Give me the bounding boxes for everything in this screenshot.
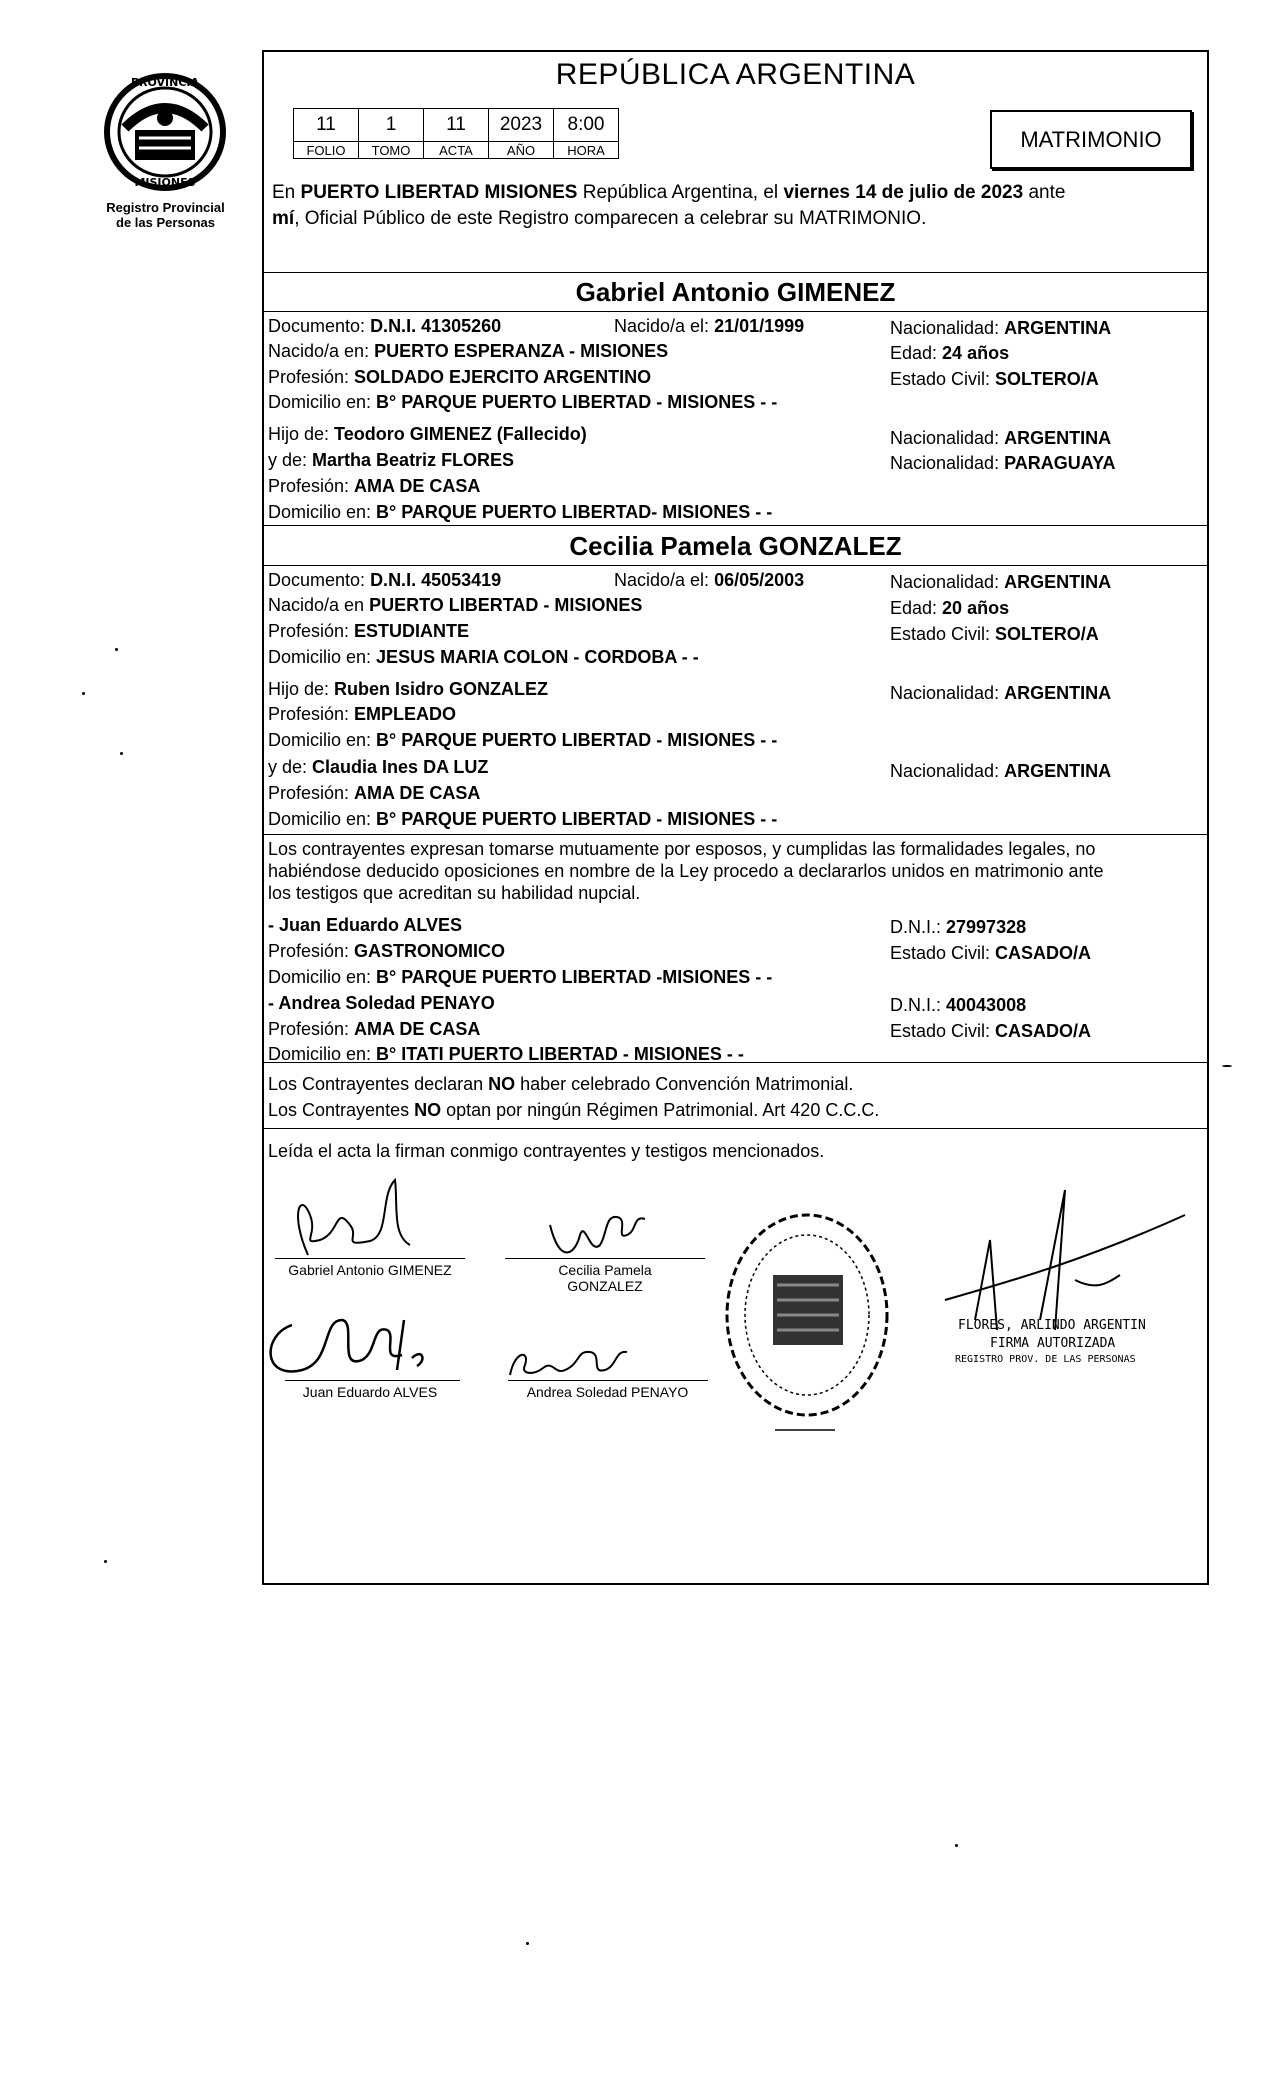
signature-juan xyxy=(262,1300,452,1385)
spouse1-document: Documento: D.N.I. 41305260 xyxy=(268,316,502,336)
spouse1-mother-nationality: Nacionalidad: PARAGUAYA xyxy=(890,453,1116,473)
divider xyxy=(263,272,1208,273)
spouse2-father: Hijo de: Ruben Isidro GONZALEZ xyxy=(268,679,549,699)
hora-label: HORA xyxy=(554,142,619,159)
signature-name-juan: Juan Eduardo ALVES xyxy=(302,1384,438,1400)
scan-speck xyxy=(1222,1065,1232,1067)
divider xyxy=(263,311,1208,312)
spouse1-nationality: Nacionalidad: ARGENTINA xyxy=(890,318,1112,338)
official-stamp-name: FLORES, ARLINDO ARGENTIN xyxy=(958,1318,1146,1333)
spouse2-name: Cecilia Pamela GONZALEZ xyxy=(569,531,902,561)
scan-speck xyxy=(955,1844,958,1847)
spouse2-birthdate: Nacido/a el: 06/05/2003 xyxy=(614,570,805,590)
official-stamp-registry: REGISTRO PROV. DE LAS PERSONAS xyxy=(955,1354,1136,1365)
witness2-profession: Profesión: AMA DE CASA xyxy=(268,1019,481,1039)
misiones-seal-logo xyxy=(95,68,235,198)
spouse2-age: Edad: 20 años xyxy=(890,598,1010,618)
divider xyxy=(263,1128,1208,1129)
witness1-name: - Juan Eduardo ALVES xyxy=(268,915,463,935)
signature-line xyxy=(275,1258,465,1259)
spouse1-father-nationality: Nacionalidad: ARGENTINA xyxy=(890,428,1112,448)
spouse2-profession: Profesión: ESTUDIANTE xyxy=(268,621,470,641)
declaration-paragraph: Los contrayentes expresan tomarse mutuamente por esposos, y cumplidas las formalidades legales, no habiéndose deducido oposiciones en nombre de la Ley procedo a declararlos unidos en matrimonio ante los testigos que acreditan su habilidad nupcial. xyxy=(268,839,1104,903)
spouse1-mother-address: Domicilio en: B° PARQUE PUERTO LIBERTAD- MISIONES - - xyxy=(268,502,773,522)
acta-label: ACTA xyxy=(424,142,489,159)
spouse2-address: Domicilio en: JESUS MARIA COLON - CORDOBA - - xyxy=(268,647,699,667)
act-type-box: MATRIMONIO xyxy=(990,110,1192,169)
signature-gabriel xyxy=(280,1175,440,1265)
witness1-civil-status: Estado Civil: CASADO/A xyxy=(890,943,1092,963)
signature-name-gabriel: Gabriel Antonio GIMENEZ xyxy=(288,1262,452,1278)
svg-text:PROVINCIA: PROVINCIA xyxy=(130,76,200,89)
scan-speck xyxy=(82,692,85,695)
scan-speck xyxy=(104,1560,107,1563)
divider xyxy=(263,525,1208,526)
official-stamp-authorized: FIRMA AUTORIZADA xyxy=(990,1336,1116,1351)
divider xyxy=(263,834,1208,835)
hora-value: 8:00 xyxy=(554,109,619,142)
official-round-stamp xyxy=(715,1205,900,1445)
record-table xyxy=(293,108,619,159)
spouse1-mother: y de: Martha Beatriz FLORES xyxy=(268,450,515,470)
spouse1-name: Gabriel Antonio GIMENEZ xyxy=(575,277,896,307)
spouse2-mother-nationality: Nacionalidad: ARGENTINA xyxy=(890,761,1112,781)
witness1-address: Domicilio en: B° PARQUE PUERTO LIBERTAD -MISIONES - - xyxy=(268,967,773,987)
spouse1-birthdate: Nacido/a el: 21/01/1999 xyxy=(614,316,805,336)
folio-value: 11 xyxy=(294,109,359,142)
witness1-profession: Profesión: GASTRONOMICO xyxy=(268,941,506,961)
closing-statement: Leída el acta la firman conmigo contrayentes y testigos mencionados. xyxy=(268,1141,825,1161)
spouse2-nationality: Nacionalidad: ARGENTINA xyxy=(890,572,1112,592)
patrimonial-regime-statement: Los Contrayentes NO optan por ningún Régimen Patrimonial. Art 420 C.C.C. xyxy=(268,1100,880,1120)
spouse1-father: Hijo de: Teodoro GIMENEZ (Fallecido) xyxy=(268,424,587,444)
scan-speck xyxy=(120,752,123,755)
intro-line-1: En PUERTO LIBERTAD MISIONES República Argentina, el viernes 14 de julio de 2023 ante xyxy=(272,182,1066,203)
spouse2-father-profession: Profesión: EMPLEADO xyxy=(268,704,457,724)
divider xyxy=(263,565,1208,566)
witness2-civil-status: Estado Civil: CASADO/A xyxy=(890,1021,1092,1041)
convention-statement: Los Contrayentes declaran NO haber celebrado Convención Matrimonial. xyxy=(268,1074,854,1094)
spouse1-mother-profession: Profesión: AMA DE CASA xyxy=(268,476,481,496)
spouse1-address: Domicilio en: B° PARQUE PUERTO LIBERTAD - MISIONES - - xyxy=(268,392,778,412)
spouse2-birthplace: Nacido/a en PUERTO LIBERTAD - MISIONES xyxy=(268,595,643,615)
country-title: REPÚBLICA ARGENTINA xyxy=(555,58,916,91)
spouse2-mother-address: Domicilio en: B° PARQUE PUERTO LIBERTAD - MISIONES - - xyxy=(268,809,778,829)
signature-andrea xyxy=(505,1340,645,1390)
scan-speck xyxy=(526,1942,529,1945)
signature-name-cecilia: Cecilia Pamela GONZALEZ xyxy=(558,1262,652,1294)
signature-cecilia xyxy=(545,1205,655,1265)
spouse1-profession: Profesión: SOLDADO EJERCITO ARGENTINO xyxy=(268,367,652,387)
spouse2-civil-status: Estado Civil: SOLTERO/A xyxy=(890,624,1099,644)
scan-speck xyxy=(115,648,118,651)
svg-text:MISIONES: MISIONES xyxy=(134,176,196,189)
spouse2-mother-profession: Profesión: AMA DE CASA xyxy=(268,783,481,803)
spouse2-mother: y de: Claudia Ines DA LUZ xyxy=(268,757,489,777)
witness2-dni: D.N.I.: 40043008 xyxy=(890,995,1027,1015)
spouse2-father-address: Domicilio en: B° PARQUE PUERTO LIBERTAD - MISIONES - - xyxy=(268,730,778,750)
acta-value: 11 xyxy=(424,109,489,142)
signature-line xyxy=(505,1258,705,1259)
signature-name-andrea: Andrea Soledad PENAYO xyxy=(526,1384,689,1400)
witness2-address: Domicilio en: B° ITATI PUERTO LIBERTAD - MISIONES - - xyxy=(268,1044,744,1064)
spouse2-father-nationality: Nacionalidad: ARGENTINA xyxy=(890,683,1112,703)
signature-line xyxy=(508,1380,708,1381)
witness1-dni: D.N.I.: 27997328 xyxy=(890,917,1027,937)
tomo-label: TOMO xyxy=(359,142,424,159)
signature-line xyxy=(285,1380,460,1381)
anio-label: AÑO xyxy=(489,142,554,159)
spouse1-age: Edad: 24 años xyxy=(890,343,1010,363)
tomo-value: 1 xyxy=(359,109,424,142)
folio-label: FOLIO xyxy=(294,142,359,159)
spouse2-document: Documento: D.N.I. 45053419 xyxy=(268,570,502,590)
anio-value: 2023 xyxy=(489,109,554,142)
intro-line-2: mí, Oficial Público de este Registro comparecen a celebrar su MATRIMONIO. xyxy=(272,208,927,229)
spouse1-birthplace: Nacido/a en: PUERTO ESPERANZA - MISIONES xyxy=(268,341,669,361)
witness2-name: - Andrea Soledad PENAYO xyxy=(268,993,495,1013)
registro-label: Registro Provincial de las Personas xyxy=(106,200,225,230)
spouse1-civil-status: Estado Civil: SOLTERO/A xyxy=(890,369,1099,389)
